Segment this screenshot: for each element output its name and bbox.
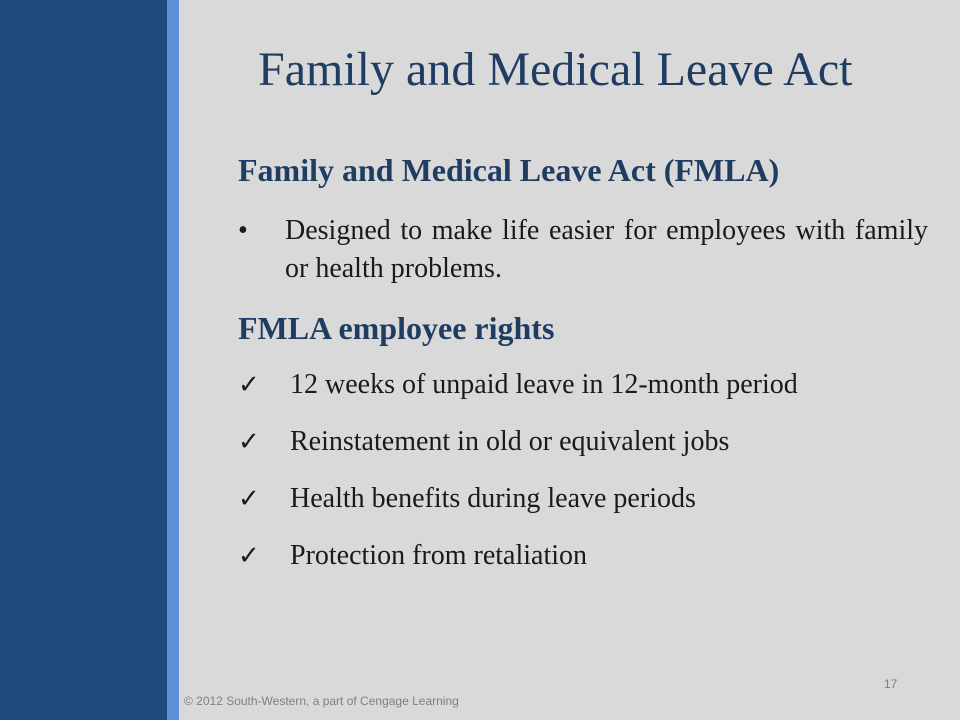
sidebar-accent-stripe — [167, 0, 179, 720]
rights-item-text: Reinstatement in old or equivalent jobs — [290, 426, 730, 457]
bullet-marker: • — [238, 215, 248, 246]
section-heading-rights: FMLA employee rights — [238, 310, 555, 346]
rights-list-item — [238, 366, 928, 404]
bullet-item — [238, 212, 928, 288]
checkmark-icon: ✓ — [238, 427, 260, 457]
rights-list — [238, 366, 928, 575]
sidebar-panel — [0, 0, 167, 720]
rights-list-item — [238, 480, 928, 518]
slide-title: Family and Medical Leave Act — [258, 43, 853, 96]
copyright-footer: © 2012 South-Western, a part of Cengage Learning — [184, 694, 459, 708]
rights-item-text: 12 weeks of unpaid leave in 12-month period — [290, 369, 798, 400]
page-number: 17 — [884, 677, 898, 691]
checkmark-icon: ✓ — [238, 370, 260, 400]
rights-item-text: Health benefits during leave periods — [290, 483, 696, 514]
checkmark-icon: ✓ — [238, 541, 260, 571]
rights-list-item — [238, 423, 928, 461]
section-heading-fmla: Family and Medical Leave Act (FMLA) — [238, 152, 780, 188]
rights-item-text: Protection from retaliation — [290, 540, 588, 571]
rights-list-item — [238, 537, 928, 575]
checkmark-icon: ✓ — [238, 484, 260, 514]
bullet-text: Designed to make life easier for employees with family or health problems. — [285, 215, 928, 284]
slide-content — [238, 150, 928, 594]
